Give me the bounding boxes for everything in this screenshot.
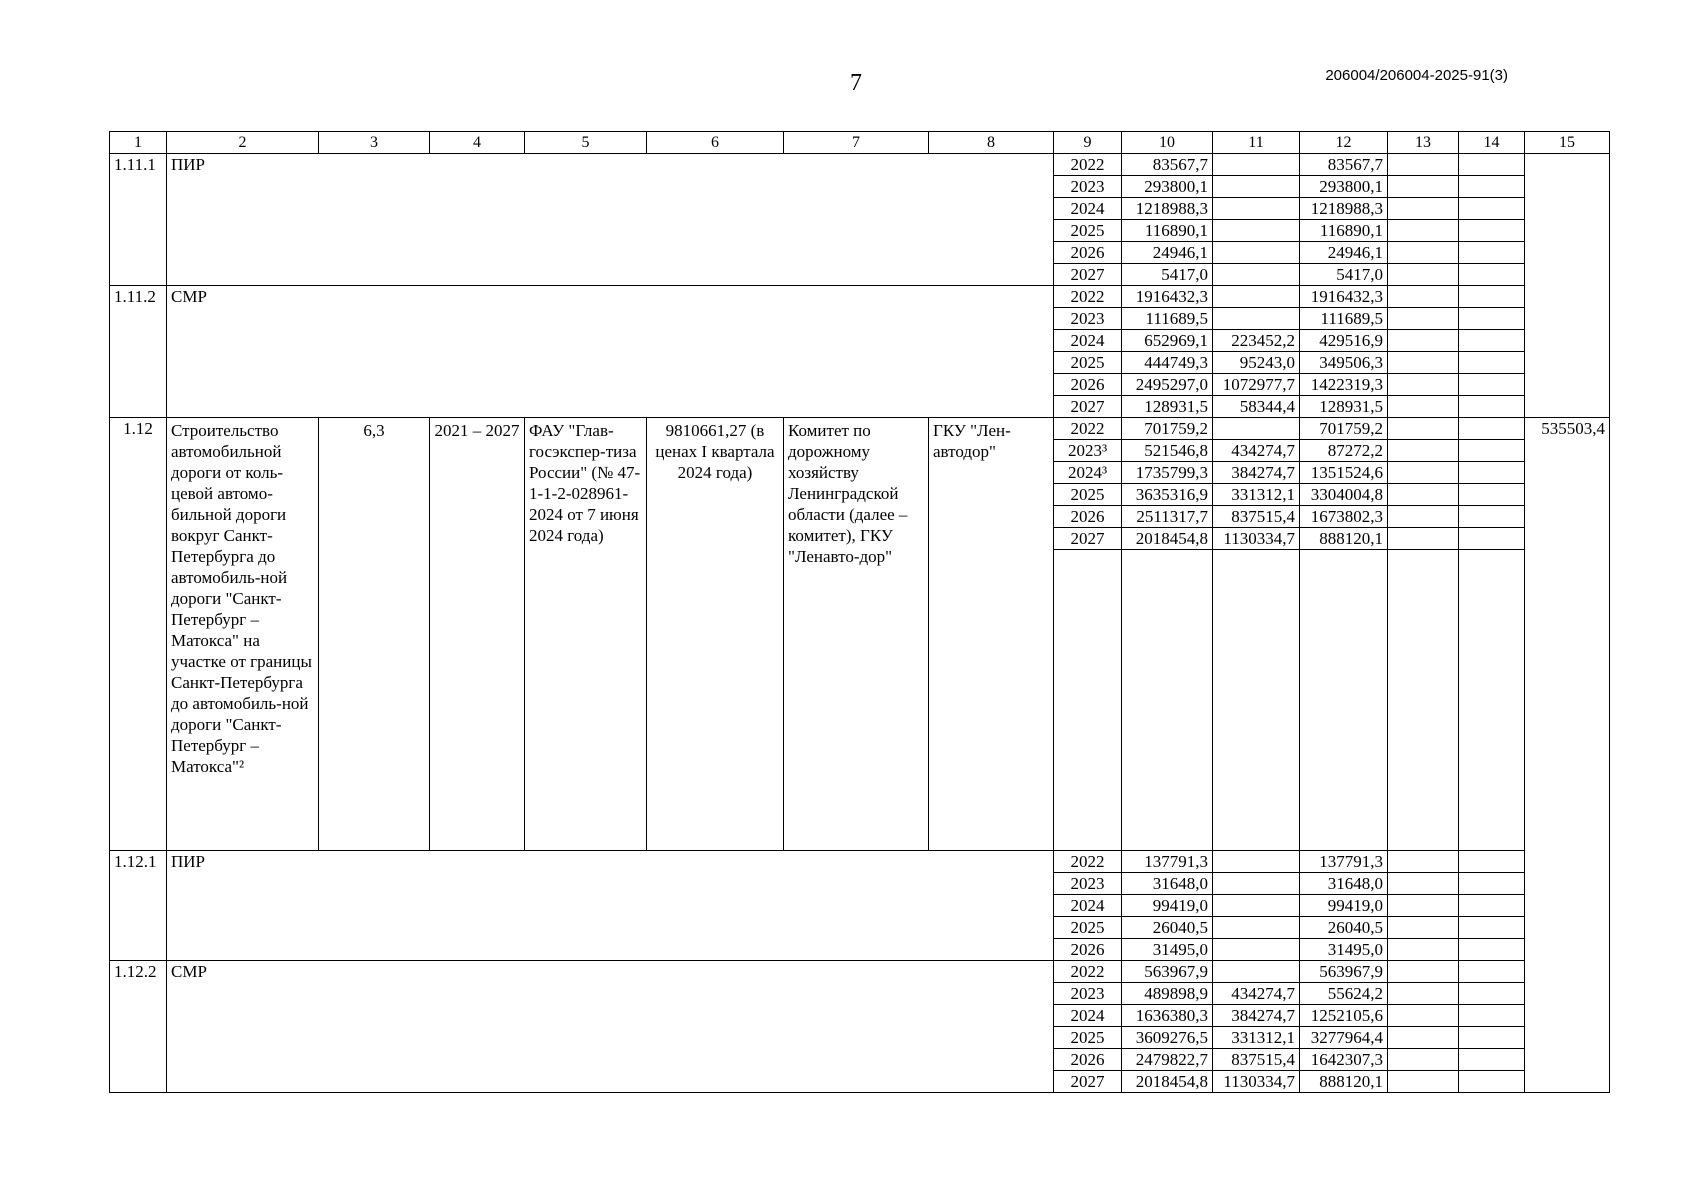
total-cell: 489898,9 xyxy=(1122,983,1213,1005)
header-cell: 14 xyxy=(1459,132,1525,154)
empty-cell xyxy=(1388,528,1459,550)
regional-cell: 1351524,6 xyxy=(1300,462,1388,484)
empty-cell xyxy=(1459,418,1525,440)
year-cell: 2024 xyxy=(1054,330,1122,352)
empty-cell xyxy=(1459,1071,1525,1093)
year-cell: 2024 xyxy=(1054,895,1122,917)
empty-cell xyxy=(1459,1027,1525,1049)
regional-cell: 99419,0 xyxy=(1300,895,1388,917)
year-cell: 2022 xyxy=(1054,154,1122,176)
contractor-cell: ГКУ "Лен-автодор" xyxy=(929,418,1054,851)
empty-cell xyxy=(1459,873,1525,895)
empty-cell xyxy=(1388,264,1459,286)
page-number: 7 xyxy=(850,70,862,96)
total-cell: 2495297,0 xyxy=(1122,374,1213,396)
customer-cell: Комитет по дорожному хозяйству Ленинградской области (далее – комитет), ГКУ "Ленавто-дор" xyxy=(784,418,929,851)
empty-cell xyxy=(1459,154,1525,176)
federal-cell: 837515,4 xyxy=(1213,506,1300,528)
empty-cell xyxy=(1459,396,1525,418)
header-row xyxy=(110,132,1610,154)
regional-cell: 1218988,3 xyxy=(1300,198,1388,220)
empty-cell xyxy=(1459,264,1525,286)
year-cell: 2024 xyxy=(1054,1005,1122,1027)
regional-cell: 701759,2 xyxy=(1300,418,1388,440)
federal-cell: 384274,7 xyxy=(1213,1005,1300,1027)
empty-cell xyxy=(1525,154,1610,418)
total-cell: 293800,1 xyxy=(1122,176,1213,198)
total-cell: 26040,5 xyxy=(1122,917,1213,939)
federal-cell: 1130334,7 xyxy=(1213,528,1300,550)
year-cell: 2024³ xyxy=(1054,462,1122,484)
total-cell: 24946,1 xyxy=(1122,242,1213,264)
empty-cell xyxy=(1459,484,1525,506)
year-cell: 2026 xyxy=(1054,939,1122,961)
document-code: 206004/206004-2025-91(3) xyxy=(1325,67,1508,84)
year-cell: 2027 xyxy=(1054,396,1122,418)
regional-cell: 3304004,8 xyxy=(1300,484,1388,506)
year-cell: 2025 xyxy=(1054,1027,1122,1049)
empty-cell xyxy=(1122,550,1213,851)
federal-cell xyxy=(1213,961,1300,983)
header-cell: 11 xyxy=(1213,132,1300,154)
empty-cell xyxy=(1459,550,1525,851)
federal-cell xyxy=(1213,873,1300,895)
federal-cell xyxy=(1213,418,1300,440)
empty-cell xyxy=(1459,506,1525,528)
total-cell: 2018454,8 xyxy=(1122,528,1213,550)
empty-cell xyxy=(1388,176,1459,198)
empty-cell xyxy=(1388,917,1459,939)
year-cell: 2022 xyxy=(1054,286,1122,308)
col15-cell: 535503,4 xyxy=(1525,418,1610,1093)
empty-cell xyxy=(1459,330,1525,352)
year-cell: 2023³ xyxy=(1054,440,1122,462)
empty-cell xyxy=(1388,983,1459,1005)
empty-cell xyxy=(1388,484,1459,506)
empty-cell xyxy=(1388,418,1459,440)
empty-cell xyxy=(1300,550,1388,851)
empty-cell xyxy=(1054,550,1122,851)
header-cell: 2 xyxy=(167,132,319,154)
header-cell: 12 xyxy=(1300,132,1388,154)
empty-cell xyxy=(1388,374,1459,396)
regional-cell: 5417,0 xyxy=(1300,264,1388,286)
total-cell: 137791,3 xyxy=(1122,851,1213,873)
total-cell: 521546,8 xyxy=(1122,440,1213,462)
federal-cell xyxy=(1213,176,1300,198)
expertise-cell: ФАУ "Глав-госэкспер-тиза России" (№ 47-1-1-2-028961-2024 от 7 июня 2024 года) xyxy=(525,418,647,851)
empty-cell xyxy=(1388,1049,1459,1071)
empty-cell xyxy=(1459,220,1525,242)
regional-cell: 55624,2 xyxy=(1300,983,1388,1005)
header-cell: 7 xyxy=(784,132,929,154)
year-cell: 2026 xyxy=(1054,242,1122,264)
total-cell: 1636380,3 xyxy=(1122,1005,1213,1027)
empty-cell xyxy=(1388,286,1459,308)
year-cell: 2027 xyxy=(1054,528,1122,550)
year-cell: 2023 xyxy=(1054,176,1122,198)
row-name: ПИР xyxy=(167,154,1054,286)
header-cell: 15 xyxy=(1525,132,1610,154)
total-cell: 111689,5 xyxy=(1122,308,1213,330)
year-cell: 2026 xyxy=(1054,506,1122,528)
federal-cell xyxy=(1213,851,1300,873)
year-cell: 2025 xyxy=(1054,352,1122,374)
total-cell: 2479822,7 xyxy=(1122,1049,1213,1071)
empty-cell xyxy=(1459,1005,1525,1027)
regional-cell: 87272,2 xyxy=(1300,440,1388,462)
row-number: 1.11.1 xyxy=(110,154,167,286)
year-cell: 2025 xyxy=(1054,220,1122,242)
regional-cell: 83567,7 xyxy=(1300,154,1388,176)
regional-cell: 293800,1 xyxy=(1300,176,1388,198)
empty-cell xyxy=(1388,242,1459,264)
empty-cell xyxy=(1459,1049,1525,1071)
empty-cell xyxy=(1388,462,1459,484)
regional-cell: 1252105,6 xyxy=(1300,1005,1388,1027)
empty-cell xyxy=(1388,939,1459,961)
total-cell: 3609276,5 xyxy=(1122,1027,1213,1049)
empty-cell xyxy=(1388,1005,1459,1027)
regional-cell: 1642307,3 xyxy=(1300,1049,1388,1071)
federal-cell: 384274,7 xyxy=(1213,462,1300,484)
federal-cell xyxy=(1213,286,1300,308)
year-cell: 2024 xyxy=(1054,198,1122,220)
empty-cell xyxy=(1388,873,1459,895)
year-cell: 2022 xyxy=(1054,851,1122,873)
empty-cell xyxy=(1388,352,1459,374)
regional-cell: 1916432,3 xyxy=(1300,286,1388,308)
federal-cell: 434274,7 xyxy=(1213,440,1300,462)
empty-cell xyxy=(1388,396,1459,418)
federal-cell: 58344,4 xyxy=(1213,396,1300,418)
total-cell: 31495,0 xyxy=(1122,939,1213,961)
regional-cell: 888120,1 xyxy=(1300,1071,1388,1093)
empty-cell xyxy=(1388,308,1459,330)
row-number: 1.12.1 xyxy=(110,851,167,961)
regional-cell: 128931,5 xyxy=(1300,396,1388,418)
empty-cell xyxy=(1388,440,1459,462)
total-cell: 128931,5 xyxy=(1122,396,1213,418)
cost-cell: 9810661,27 (в ценах I квартала 2024 года) xyxy=(647,418,784,851)
regional-cell: 26040,5 xyxy=(1300,917,1388,939)
header-cell: 6 xyxy=(647,132,784,154)
empty-cell xyxy=(1459,528,1525,550)
table-row xyxy=(110,418,1610,440)
total-cell: 2018454,8 xyxy=(1122,1071,1213,1093)
row-name: ПИР xyxy=(167,851,1054,961)
federal-cell: 223452,2 xyxy=(1213,330,1300,352)
empty-cell xyxy=(1459,308,1525,330)
empty-cell xyxy=(1388,895,1459,917)
total-cell: 1735799,3 xyxy=(1122,462,1213,484)
year-cell: 2026 xyxy=(1054,374,1122,396)
regional-cell: 888120,1 xyxy=(1300,528,1388,550)
total-cell: 2511317,7 xyxy=(1122,506,1213,528)
regional-cell: 429516,9 xyxy=(1300,330,1388,352)
total-cell: 1916432,3 xyxy=(1122,286,1213,308)
empty-cell xyxy=(1213,550,1300,851)
federal-cell: 1130334,7 xyxy=(1213,1071,1300,1093)
federal-cell xyxy=(1213,939,1300,961)
row-number: 1.12.2 xyxy=(110,961,167,1093)
regional-cell: 31495,0 xyxy=(1300,939,1388,961)
empty-cell xyxy=(1459,286,1525,308)
federal-cell: 1072977,7 xyxy=(1213,374,1300,396)
year-cell: 2027 xyxy=(1054,1071,1122,1093)
header-cell: 1 xyxy=(110,132,167,154)
empty-cell xyxy=(1388,154,1459,176)
empty-cell xyxy=(1388,1027,1459,1049)
empty-cell xyxy=(1459,851,1525,873)
regional-cell: 116890,1 xyxy=(1300,220,1388,242)
year-cell: 2022 xyxy=(1054,961,1122,983)
length-cell: 6,3 xyxy=(319,418,430,851)
header-cell: 9 xyxy=(1054,132,1122,154)
row-name: СМР xyxy=(167,286,1054,418)
total-cell: 563967,9 xyxy=(1122,961,1213,983)
year-cell: 2022 xyxy=(1054,418,1122,440)
federal-cell: 837515,4 xyxy=(1213,1049,1300,1071)
empty-cell xyxy=(1388,198,1459,220)
program-table xyxy=(109,131,1610,1093)
total-cell: 444749,3 xyxy=(1122,352,1213,374)
federal-cell: 95243,0 xyxy=(1213,352,1300,374)
empty-cell xyxy=(1459,198,1525,220)
table-row xyxy=(110,961,1610,983)
row-number: 1.12 xyxy=(110,418,167,851)
total-cell: 701759,2 xyxy=(1122,418,1213,440)
federal-cell xyxy=(1213,264,1300,286)
year-cell: 2025 xyxy=(1054,917,1122,939)
table-row xyxy=(110,154,1610,176)
header-cell: 5 xyxy=(525,132,647,154)
regional-cell: 137791,3 xyxy=(1300,851,1388,873)
federal-cell: 434274,7 xyxy=(1213,983,1300,1005)
federal-cell xyxy=(1213,220,1300,242)
regional-cell: 563967,9 xyxy=(1300,961,1388,983)
empty-cell xyxy=(1388,550,1459,851)
header-cell: 3 xyxy=(319,132,430,154)
year-cell: 2025 xyxy=(1054,484,1122,506)
regional-cell: 3277964,4 xyxy=(1300,1027,1388,1049)
empty-cell xyxy=(1388,1071,1459,1093)
header-cell: 4 xyxy=(430,132,525,154)
total-cell: 31648,0 xyxy=(1122,873,1213,895)
empty-cell xyxy=(1459,939,1525,961)
empty-cell xyxy=(1459,961,1525,983)
row-name: СМР xyxy=(167,961,1054,1093)
empty-cell xyxy=(1459,440,1525,462)
regional-cell: 24946,1 xyxy=(1300,242,1388,264)
total-cell: 5417,0 xyxy=(1122,264,1213,286)
empty-cell xyxy=(1459,374,1525,396)
federal-cell xyxy=(1213,917,1300,939)
empty-cell xyxy=(1459,462,1525,484)
federal-cell xyxy=(1213,895,1300,917)
header-cell: 13 xyxy=(1388,132,1459,154)
federal-cell: 331312,1 xyxy=(1213,484,1300,506)
empty-cell xyxy=(1388,220,1459,242)
empty-cell xyxy=(1459,895,1525,917)
period-cell: 2021 – 2027 xyxy=(430,418,525,851)
empty-cell xyxy=(1459,983,1525,1005)
year-cell: 2023 xyxy=(1054,308,1122,330)
regional-cell: 31648,0 xyxy=(1300,873,1388,895)
empty-cell xyxy=(1388,961,1459,983)
empty-cell xyxy=(1388,330,1459,352)
total-cell: 3635316,9 xyxy=(1122,484,1213,506)
regional-cell: 1673802,3 xyxy=(1300,506,1388,528)
table-row xyxy=(110,286,1610,308)
federal-cell xyxy=(1213,242,1300,264)
federal-cell xyxy=(1213,154,1300,176)
row-number: 1.11.2 xyxy=(110,286,167,418)
table-row xyxy=(110,851,1610,873)
total-cell: 116890,1 xyxy=(1122,220,1213,242)
header-cell: 10 xyxy=(1122,132,1213,154)
total-cell: 99419,0 xyxy=(1122,895,1213,917)
empty-cell xyxy=(1388,506,1459,528)
regional-cell: 1422319,3 xyxy=(1300,374,1388,396)
empty-cell xyxy=(1459,242,1525,264)
empty-cell xyxy=(1459,917,1525,939)
year-cell: 2023 xyxy=(1054,983,1122,1005)
regional-cell: 111689,5 xyxy=(1300,308,1388,330)
regional-cell: 349506,3 xyxy=(1300,352,1388,374)
object-description: Строительство автомобильной дороги от коль-цевой автомо-бильной дороги вокруг Санкт-Петербурга до автомобиль-ной дороги "Санкт-Петербург – Матокса" на участке от границы Санкт-Петербурга до автомобиль-ной дороги "Санкт-Петербург – Матокса"² xyxy=(167,418,319,851)
year-cell: 2026 xyxy=(1054,1049,1122,1071)
total-cell: 83567,7 xyxy=(1122,154,1213,176)
empty-cell xyxy=(1459,352,1525,374)
header-cell: 8 xyxy=(929,132,1054,154)
year-cell: 2027 xyxy=(1054,264,1122,286)
empty-cell xyxy=(1459,176,1525,198)
total-cell: 652969,1 xyxy=(1122,330,1213,352)
federal-cell xyxy=(1213,308,1300,330)
federal-cell: 331312,1 xyxy=(1213,1027,1300,1049)
total-cell: 1218988,3 xyxy=(1122,198,1213,220)
year-cell: 2023 xyxy=(1054,873,1122,895)
empty-cell xyxy=(1388,851,1459,873)
federal-cell xyxy=(1213,198,1300,220)
